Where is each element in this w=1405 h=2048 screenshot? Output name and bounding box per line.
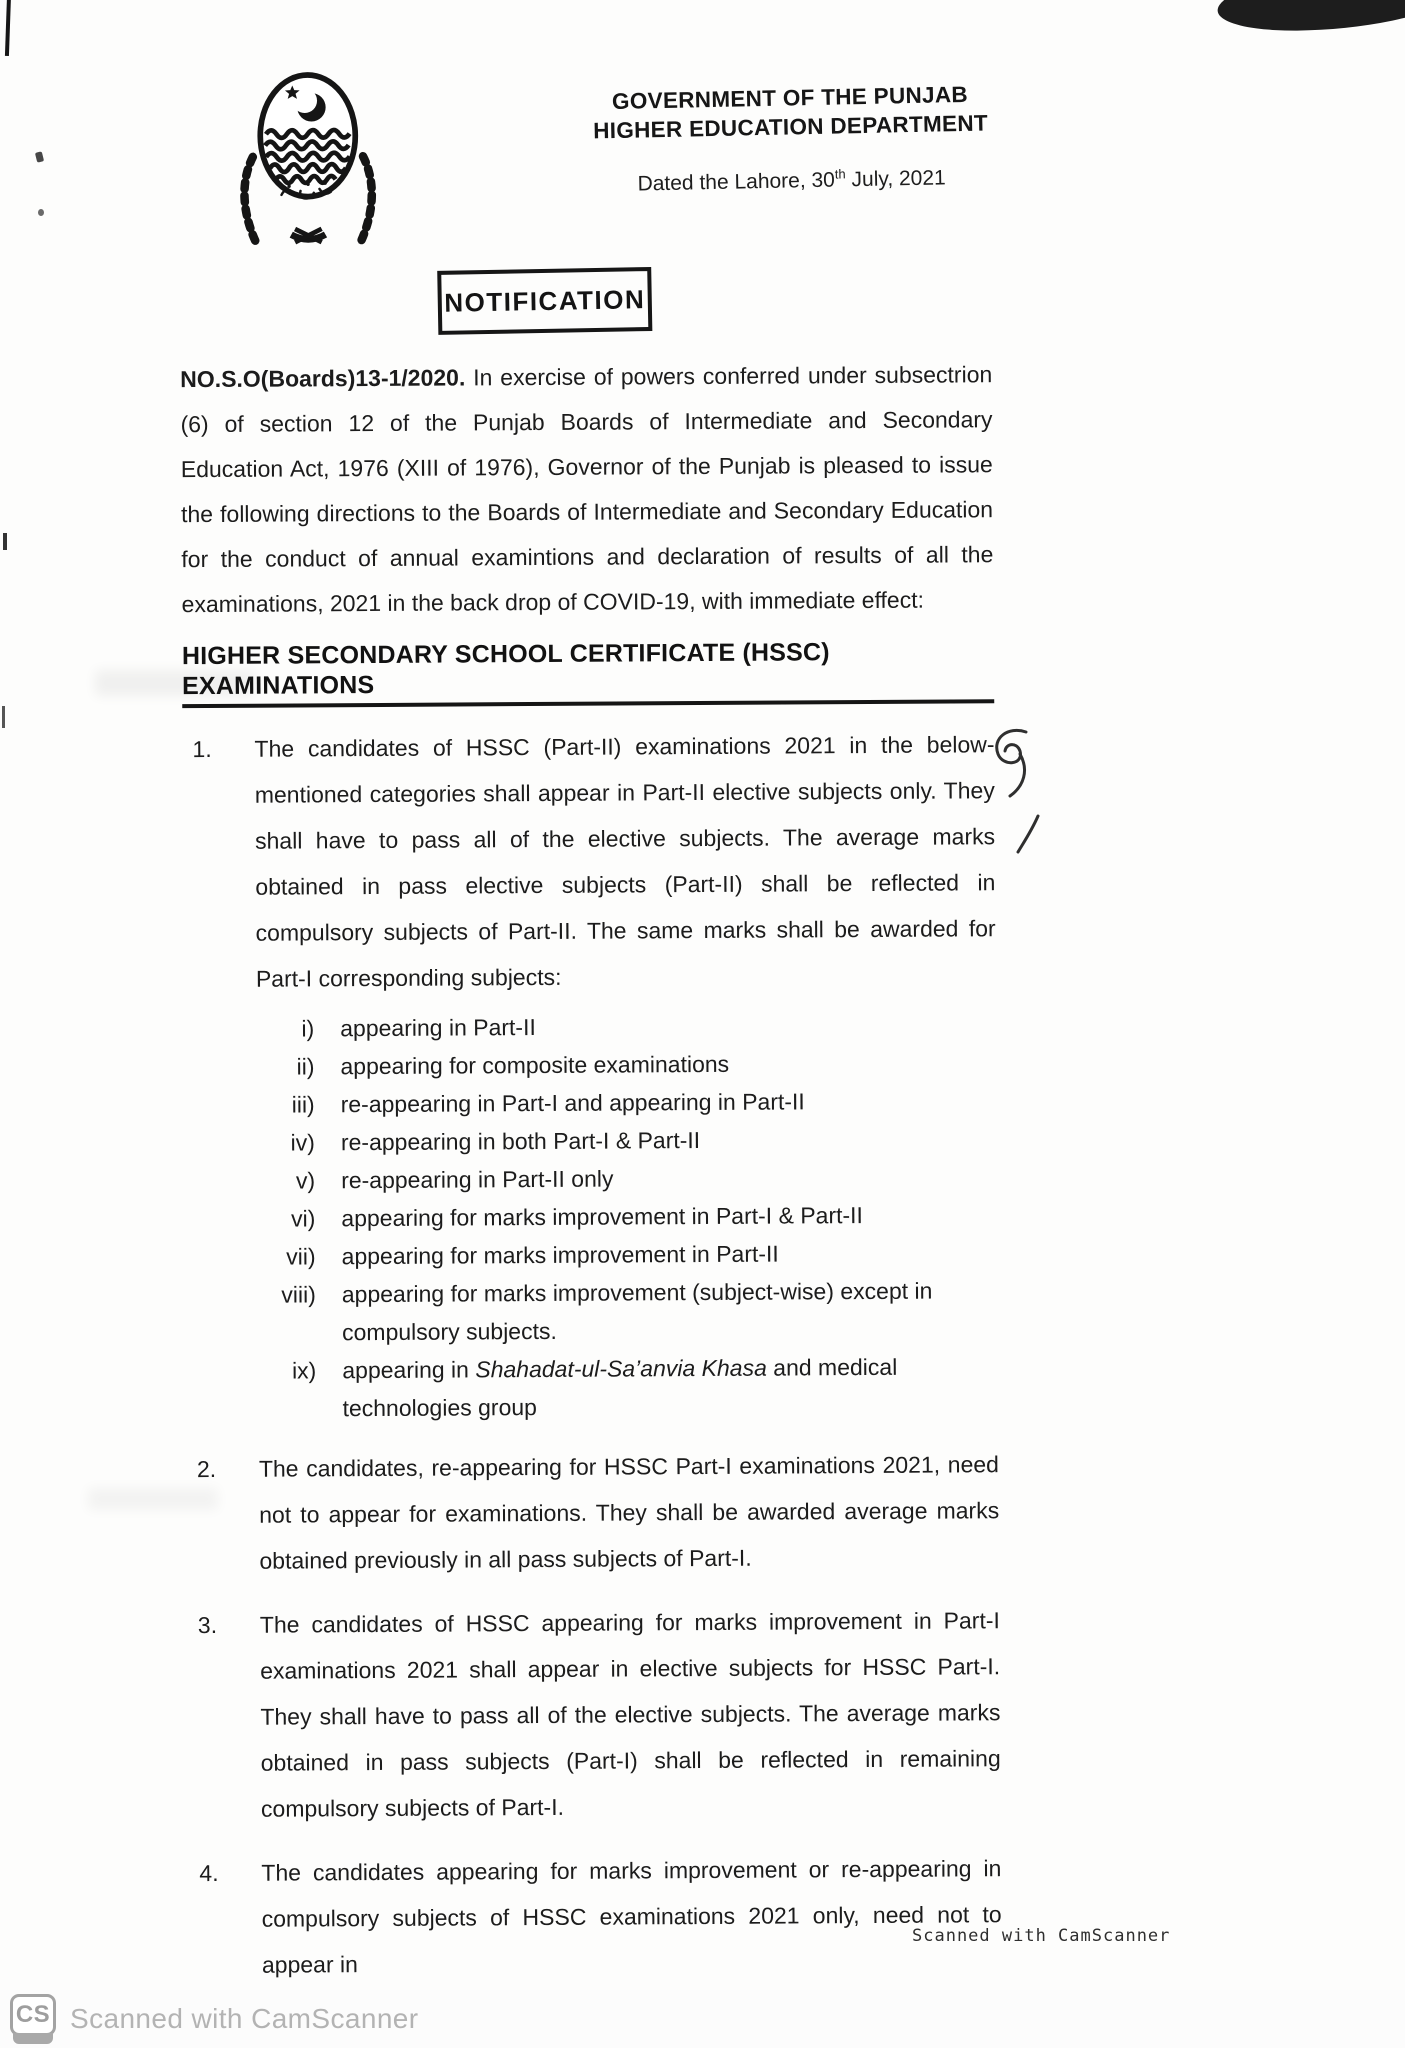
date-suffix: July, 2021 xyxy=(845,166,946,192)
roman-numeral: iv) xyxy=(290,1129,315,1156)
item-number: 1. xyxy=(192,735,212,763)
notification-title-box xyxy=(437,267,652,335)
notification-label: NOTIFICATION xyxy=(444,283,646,318)
scan-edge-line xyxy=(5,0,11,56)
camscanner-badge-text: CS xyxy=(15,2001,51,2028)
roman-text-italic: Shahadat-ul-Sa’anvia Khasa xyxy=(475,1354,767,1383)
roman-text: appearing for composite examinations xyxy=(340,1050,730,1080)
reference-number: NO.S.O(Boards)13-1/2020. xyxy=(180,364,466,393)
roman-text: appearing for marks improvement in Part-I & Part-II xyxy=(341,1202,863,1232)
numbered-item-1 xyxy=(182,721,996,1002)
camscanner-badge-box xyxy=(10,1994,56,2036)
date-line xyxy=(556,163,1026,198)
item-text: The candidates of HSSC (Part-II) examinations 2021 in the below-mentioned categories shall appear in Part-II elective subjects only. They shall have to pass all of the elective subjects. The average marks obtained in pass elective subjects (Part-II) shall be reflected in compulsory subjects of Part-II. The same marks shall be awarded for Part-I corresponding subjects: xyxy=(254,731,996,992)
intro-paragraph xyxy=(180,352,994,627)
item-text: The candidates appearing for marks improvement or re-appearing in compulsory subjects of HSSC examinations 2021 only, need not to appear in xyxy=(261,1855,1002,1978)
roman-numeral: i) xyxy=(301,1015,315,1042)
roman-text: re-appearing in both Part-I & Part-II xyxy=(340,1127,701,1156)
document-body xyxy=(0,52,1405,1990)
roman-sublist xyxy=(254,1005,999,1428)
item-text: The candidates of HSSC appearing for marks improvement in Part-I examinations 2021 shall appear in elective subjects for HSSC Part-I. They shall have to pass all of the elective subjects. The average marks obtained in pass subjects (Part-I) shall be reflected in remaining compulsory subjects of Part-I. xyxy=(259,1607,1001,1822)
camscanner-footer-text: Scanned with CamScanner xyxy=(70,2003,419,2034)
page-corner-shadow xyxy=(1215,0,1405,41)
roman-numeral: vii) xyxy=(286,1243,316,1270)
numbered-item-3 xyxy=(188,1597,1001,1832)
roman-numeral: viii) xyxy=(281,1281,316,1308)
item-text: The candidates, re-appearing for HSSC Part-I examinations 2021, need not to appear for examinations. They shall be awarded average marks obtained previously in all pass subjects of Part-I. xyxy=(258,1451,1000,1574)
date-ordinal: th xyxy=(834,166,846,182)
roman-text: re-appearing in Part-I and appearing in Part-II xyxy=(340,1088,805,1118)
section-heading: HIGHER SECONDARY SCHOOL CERTIFICATE (HSSC) EXAMINATIONS xyxy=(182,636,994,708)
numbered-item-2 xyxy=(187,1441,1000,1584)
roman-numeral: v) xyxy=(295,1167,316,1194)
roman-text-prefix: appearing in xyxy=(342,1356,476,1384)
roman-text: appearing for marks improvement (subject-wise) except in compulsory subjects. xyxy=(341,1277,933,1346)
camscanner-footer-bar xyxy=(0,1990,1405,2048)
camscanner-logo-icon xyxy=(10,1994,56,2044)
government-title: GOVERNMENT OF THE PUNJAB xyxy=(611,81,969,115)
roman-text-suffix: and medical technologies group xyxy=(342,1353,898,1422)
intro-text: In exercise of powers conferred under subsectrion (6) of section 12 of the Punjab Boards of Intermediate and Secondary Education Act, 1976 (XIII of 1976), Governor of the Punjab is pleased to issue the following directions to the Boards of Intermediate and Secondary Education for the conduct of annual examintions and declaration of results of all the examinations, 2021 in the back drop of COVID-19, with immediate effect: xyxy=(180,361,994,618)
roman-text xyxy=(342,1347,998,1427)
document-header xyxy=(0,52,1402,263)
punjab-government-emblem-icon xyxy=(231,66,384,259)
date-prefix: Dated the Lahore, 30 xyxy=(637,168,836,196)
item-number: 4. xyxy=(199,1859,219,1887)
roman-numeral: vi) xyxy=(291,1205,316,1232)
roman-text: re-appearing in Part-II only xyxy=(341,1165,614,1194)
numbered-item-4 xyxy=(189,1845,1002,1988)
item-number: 3. xyxy=(197,1611,218,1639)
camscanner-badge-base xyxy=(13,2033,53,2044)
department-title: HIGHER EDUCATION DEPARTMENT xyxy=(592,110,989,144)
roman-numeral: ii) xyxy=(296,1053,315,1080)
roman-numeral: iii) xyxy=(291,1091,315,1118)
item-number: 2. xyxy=(196,1455,217,1483)
roman-text: appearing in Part-II xyxy=(340,1014,536,1042)
letterhead-text xyxy=(555,79,1027,198)
roman-numeral: ix) xyxy=(291,1357,317,1384)
roman-text: appearing for marks improvement in Part-II xyxy=(341,1240,779,1270)
camscanner-watermark: Scanned with CamScanner xyxy=(912,1926,1171,1946)
document-content xyxy=(180,266,1002,1988)
